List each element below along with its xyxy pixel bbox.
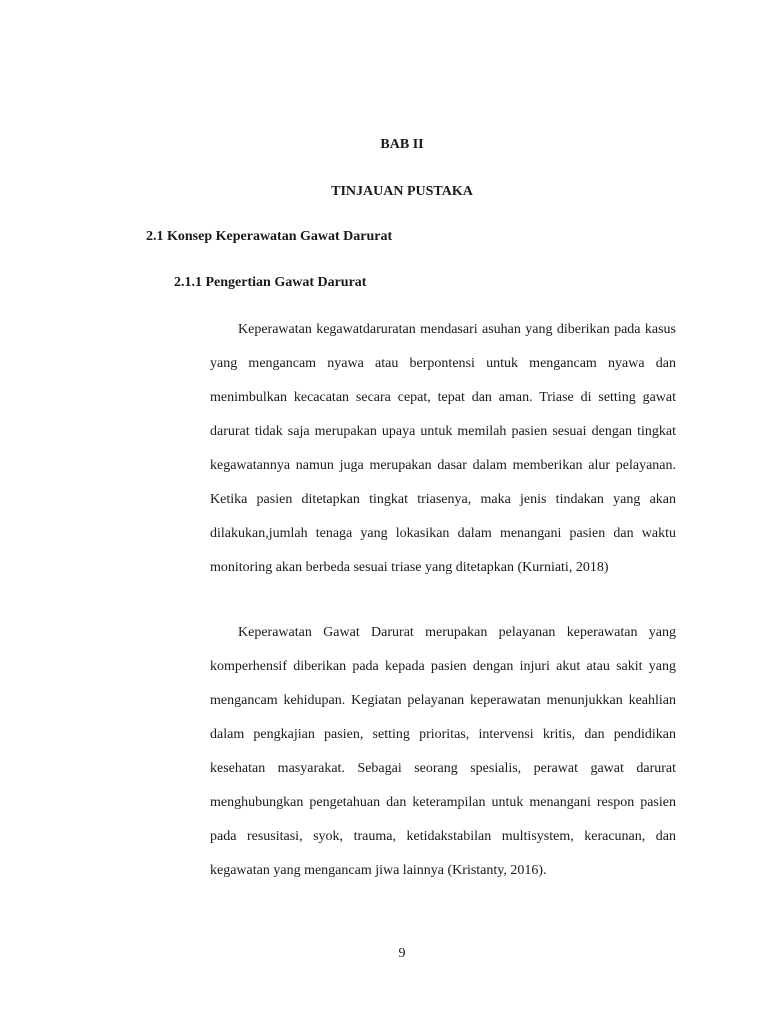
chapter-title: BAB II [380,137,424,152]
body-paragraph: Keperawatan kegawatdaruratan mendasari asuhan yang diberikan pada kasus yang mengancam nyawa atau berpontensi untuk mengancam nyawa dan menimbulkan kecacatan secara cepat, tepat dan aman. Triase di setting gawat darurat tidak saja merupakan upaya untuk memilah pasien sesuai dengan tingkat kegawatannya namun juga merupakan dasar dalam memberikan alur pelayanan. Ketika pasien ditetapkan tingkat triasenya, maka jenis tindakan yang akan dilakukan,jumlah tenaga yang lokasikan dalam menangani pasien dan waktu monitoring akan berbeda sesuai triase yang ditetapkan (Kurniati, 2018) [210,322,676,575]
subsection-heading: 2.1.1 Pengertian Gawat Darurat [174,275,367,290]
page-number: 9 [398,946,406,961]
body-paragraph: Keperawatan Gawat Darurat merupakan pelayanan keperawatan yang komperhensif diberikan pada kepada pasien dengan injuri akut atau sakit yang mengancam kehidupan. Kegiatan pelayanan keperawatan menunjukkan keahlian dalam pengkajian pasien, setting prioritas, intervensi kritis, dan pendidikan kesehatan masyarakat. Sebagai seorang spesialis, perawat gawat darurat menghubungkan pengetahuan dan keterampilan untuk menangani respon pasien pada resusitasi, syok, trauma, ketidakstabilan multisystem, keracunan, dan kegawatan yang mengancam jiwa lainnya (Kristanty, 2016). [210,625,676,878]
section-heading: 2.1 Konsep Keperawatan Gawat Darurat [146,229,393,244]
chapter-subtitle: TINJAUAN PUSTAKA [331,184,473,199]
